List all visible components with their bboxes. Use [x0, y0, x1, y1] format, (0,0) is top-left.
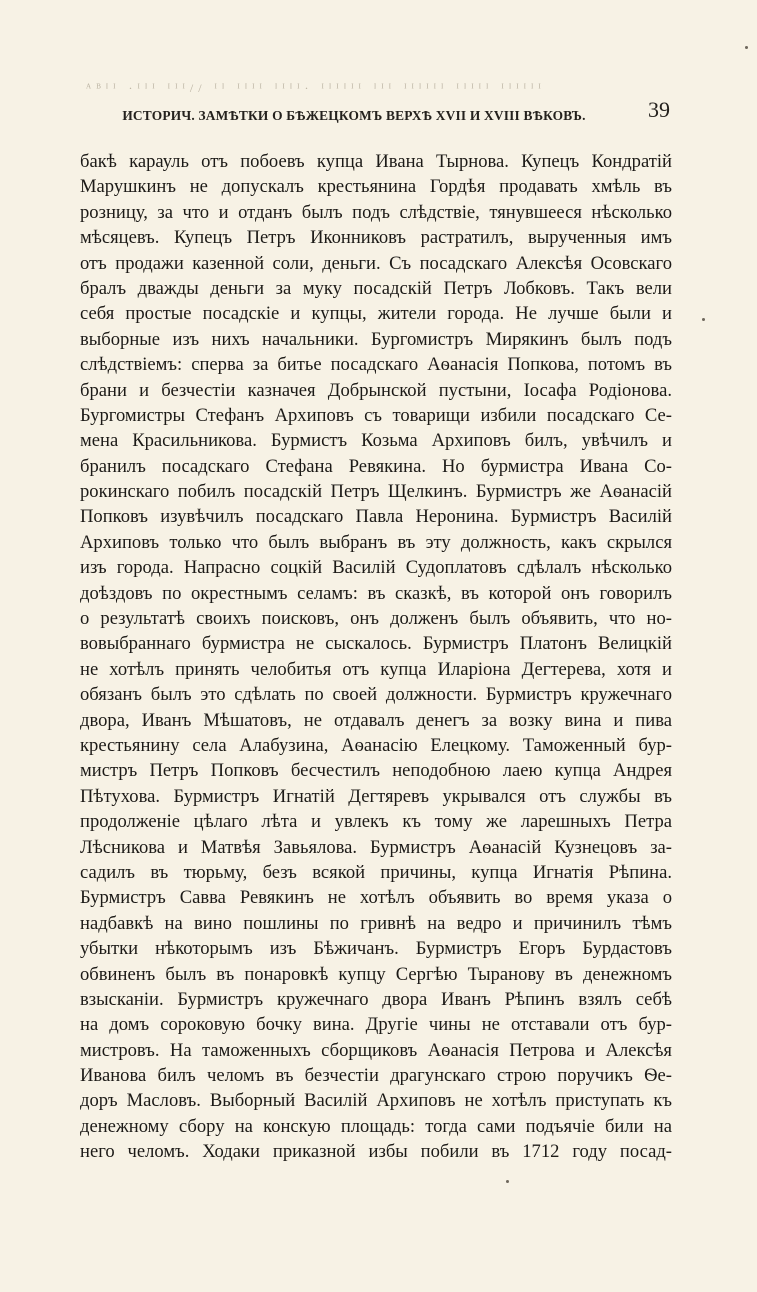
text-line: бралъ дважды деньги за муку посадскій Петръ Лобковъ. Такъ вели: [80, 277, 672, 299]
text-line: продолженіе цѣлаго лѣта и увлекъ къ тому же ларешныхъ Петра: [80, 811, 672, 833]
text-line: садилъ въ тюрьму, безъ всякой причины, купца Игнатія Рѣпина.: [80, 861, 672, 883]
text-line: не хотѣлъ принять челобитья отъ купца Иларіона Дегтерева, хотя и: [80, 658, 672, 680]
text-line: двора, Иванъ Мѣшатовъ, не отдавалъ денегъ за возку вина и пива: [80, 709, 672, 731]
text-line: на домъ сороковую бочку вина. Другіе чины не отставали отъ бур-: [80, 1014, 672, 1036]
text-line: денежному сбору на конскую площадь: тогда сами подъячіе били на: [80, 1115, 672, 1137]
text-line: надбавкѣ на вино пошлины по гривнѣ на ведро и причинилъ тѣмъ: [80, 912, 672, 934]
text-line: мѣсяцевъ. Купецъ Петръ Иконниковъ растратилъ, вырученныя имъ: [80, 227, 672, 249]
text-line: Иванова билъ челомъ въ безчестіи драгунскаго строю поручикъ Ѳе-: [80, 1065, 672, 1087]
text-line: мистровъ. На таможенныхъ сборщиковъ Аѳанасія Петрова и Алексѣя: [80, 1039, 672, 1061]
text-line: розницу, за что и отданъ былъ подъ слѣдствіе, тянувшееся нѣсколько: [80, 201, 672, 223]
text-line: доръ Масловъ. Выборный Василій Архиповъ не хотѣлъ приступать къ: [80, 1090, 672, 1112]
text-line: доѣздовъ по окрестнымъ селамъ: въ сказкѣ, въ которой онъ говорилъ: [80, 582, 672, 604]
text-line: него челомъ. Ходаки приказной избы побили въ 1712 году посад-: [80, 1141, 672, 1163]
text-line: вовыбраннаго бурмистра не сыскалось. Бурмистръ Платонъ Велицкій: [80, 633, 672, 655]
text-line: мистръ Петръ Попковъ бесчестилъ неподобною лаею купца Андрея: [80, 760, 672, 782]
text-line: о результатѣ своихъ поисковъ, онъ долженъ былъ объявить, что но-: [80, 608, 672, 630]
text-line: изъ города. Напрасно соцкій Василій Судоплатовъ сдѣлалъ нѣсколько: [80, 557, 672, 579]
text-line: Марушкинъ не допускалъ крестьянина Гордѣя продавать хмѣль въ: [80, 176, 672, 198]
text-line: отъ продажи казенной соли, деньги. Съ посадскаго Алексѣя Осовскаго: [80, 252, 672, 274]
text-line: Бурмистръ Савва Ревякинъ не хотѣлъ объявить во время указа о: [80, 887, 672, 909]
page-speck: [702, 318, 705, 321]
text-line: себя простые посадскіе и купцы, жители города. Не лучше были и: [80, 303, 672, 325]
text-line: Архиповъ только что былъ выбранъ въ эту должность, какъ скрылся: [80, 531, 672, 553]
text-line: крестьянину села Алабузина, Аѳанасію Елецкому. Таможенный бур-: [80, 734, 672, 756]
body-text: [80, 149, 672, 1165]
page-number: 39: [648, 97, 670, 122]
page-speck: [745, 46, 748, 49]
text-line: бакѣ карауль отъ побоевъ купца Ивана Тырнова. Купецъ Кондратій: [80, 151, 672, 172]
text-line: Лѣсникова и Матвѣя Завьялова. Бурмистръ Аѳанасій Кузнецовъ за-: [80, 836, 672, 858]
text-line: выборные изъ нихъ начальники. Бургомистръ Мирякинъ былъ подъ: [80, 328, 672, 350]
text-line: Пѣтухова. Бурмистръ Игнатій Дегтяревъ укрывался отъ службы въ: [80, 785, 672, 807]
text-line: убытки нѣкоторымъ изъ Бѣжичанъ. Бурмистръ Егоръ Бурдастовъ: [80, 938, 672, 960]
bleed-through-text: ᴬᴮᴵᴵ ·ᴵᴵᴵ ᴵᴵᴵ// ᴵᴵ ᴵᴵᴵᴵ ᴵᴵᴵᴵ· ᴵᴵᴵᴵᴵᴵ ᴵᴵᴵ ᴵᴵᴵᴵᴵᴵ ᴵᴵᴵᴵᴵ ᴵᴵᴵᴵᴵᴵ: [86, 82, 546, 94]
running-head: ИСТОРИЧ. ЗАМѢТКИ О БѢЖЕЦКОМЪ ВЕРХѢ XVII И XVIII ВѢКОВЪ.: [122, 108, 586, 123]
text-line: брани и безчестіи казначея Добрынской пустыни, Іосафа Родіонова.: [80, 379, 672, 401]
page-speck: [506, 1180, 509, 1183]
text-line: мена Красильникова. Бурмистъ Козьма Архиповъ билъ, увѣчилъ и: [80, 430, 672, 452]
text-line: рокинскаго побилъ посадскій Петръ Щелкинъ. Бурмистръ же Аѳанасій: [80, 481, 672, 503]
text-line: Попковъ изувѣчилъ посадскаго Павла Неронина. Бурмистръ Василій: [80, 506, 672, 528]
page-header: [80, 96, 672, 126]
text-line: взысканіи. Бурмистръ кружечнаго двора Иванъ Рѣпинъ взялъ себѣ: [80, 988, 672, 1010]
text-line: обязанъ былъ это сдѣлать по своей должности. Бурмистръ кружечнаго: [80, 684, 672, 706]
text-line: Бургомистры Стефанъ Архиповъ съ товарищи избили посадскаго Се-: [80, 404, 672, 426]
text-line: слѣдствіемъ: сперва за битье посадскаго Аѳанасія Попкова, потомъ въ: [80, 354, 672, 376]
text-line: бранилъ посадскаго Стефана Ревякина. Но бурмистра Ивана Со-: [80, 455, 672, 477]
text-line: обвиненъ былъ въ понаровкѣ купцу Сергѣю Тыранову въ денежномъ: [80, 963, 672, 985]
